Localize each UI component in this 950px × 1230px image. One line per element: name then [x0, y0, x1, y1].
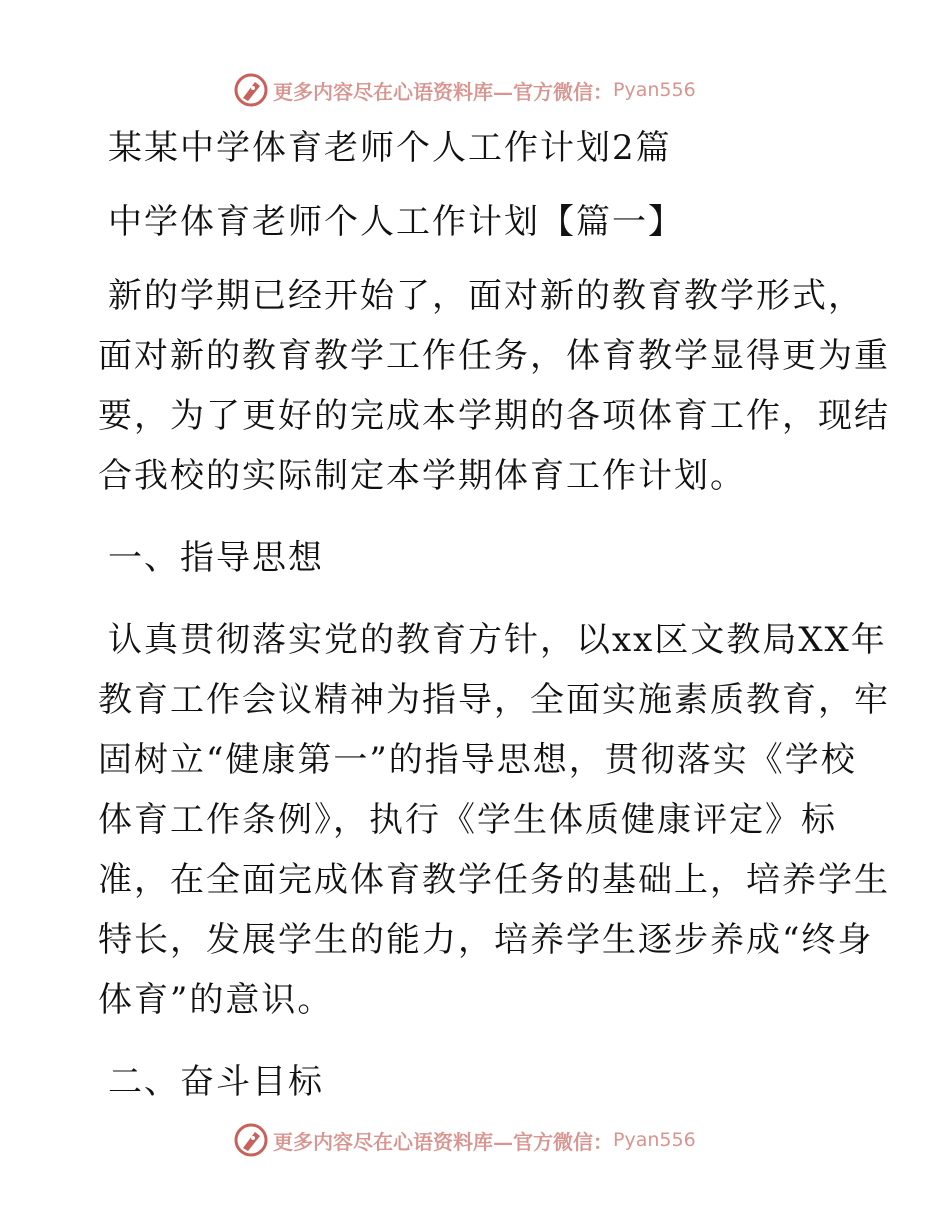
paragraph-line: 新的学期已经开始了，面对新的教育教学形式， — [108, 276, 864, 316]
paragraph-line: 体育工作条例》，执行《学生体质健康评定》标 — [98, 800, 837, 840]
watermark-text: 更多内容尽在心语资料库—官方微信： — [273, 79, 613, 104]
paragraph-line: 教育工作会议精神为指导，全面实施素质教育，牢 — [98, 680, 890, 720]
paragraph-line: 固树立“健康第一”的指导思想，贯彻落实《学校 — [98, 740, 857, 780]
watermark-contact: Pyan556 — [613, 79, 696, 101]
paragraph-line: 合我校的实际制定本学期体育工作计划。 — [98, 456, 746, 496]
section-heading-2: 二、奋斗目标 — [108, 1062, 324, 1102]
watermark-banner-top — [233, 70, 696, 110]
section-heading-1: 一、指导思想 — [108, 538, 324, 578]
paragraph-line: 认真贯彻落实党的教育方针，以xx区文教局XX年 — [108, 620, 887, 660]
watermark-contact: Pyan556 — [613, 1129, 696, 1151]
intro-paragraph — [98, 266, 890, 506]
watermark-text: 更多内容尽在心语资料库—官方微信： — [273, 1129, 613, 1154]
section1-paragraph — [98, 610, 890, 1030]
pen-nib-seal-icon — [233, 72, 269, 108]
watermark-banner-bottom — [233, 1120, 696, 1160]
paragraph-line: 面对新的教育教学工作任务，体育教学显得更为重 — [98, 336, 890, 376]
document-title: 某某中学体育老师个人工作计划2篇 — [108, 128, 672, 168]
paragraph-line: 要，为了更好的完成本学期的各项体育工作，现结 — [98, 396, 890, 436]
pen-nib-seal-icon — [233, 1122, 269, 1158]
document-body — [98, 118, 890, 1112]
paragraph-line: 特长，发展学生的能力，培养学生逐步养成“终身 — [98, 920, 874, 960]
document-subtitle: 中学体育老师个人工作计划【篇一】 — [108, 202, 684, 242]
paragraph-line: 体育”的意识。 — [98, 980, 334, 1020]
paragraph-line: 准，在全面完成体育教学任务的基础上，培养学生 — [98, 860, 890, 900]
